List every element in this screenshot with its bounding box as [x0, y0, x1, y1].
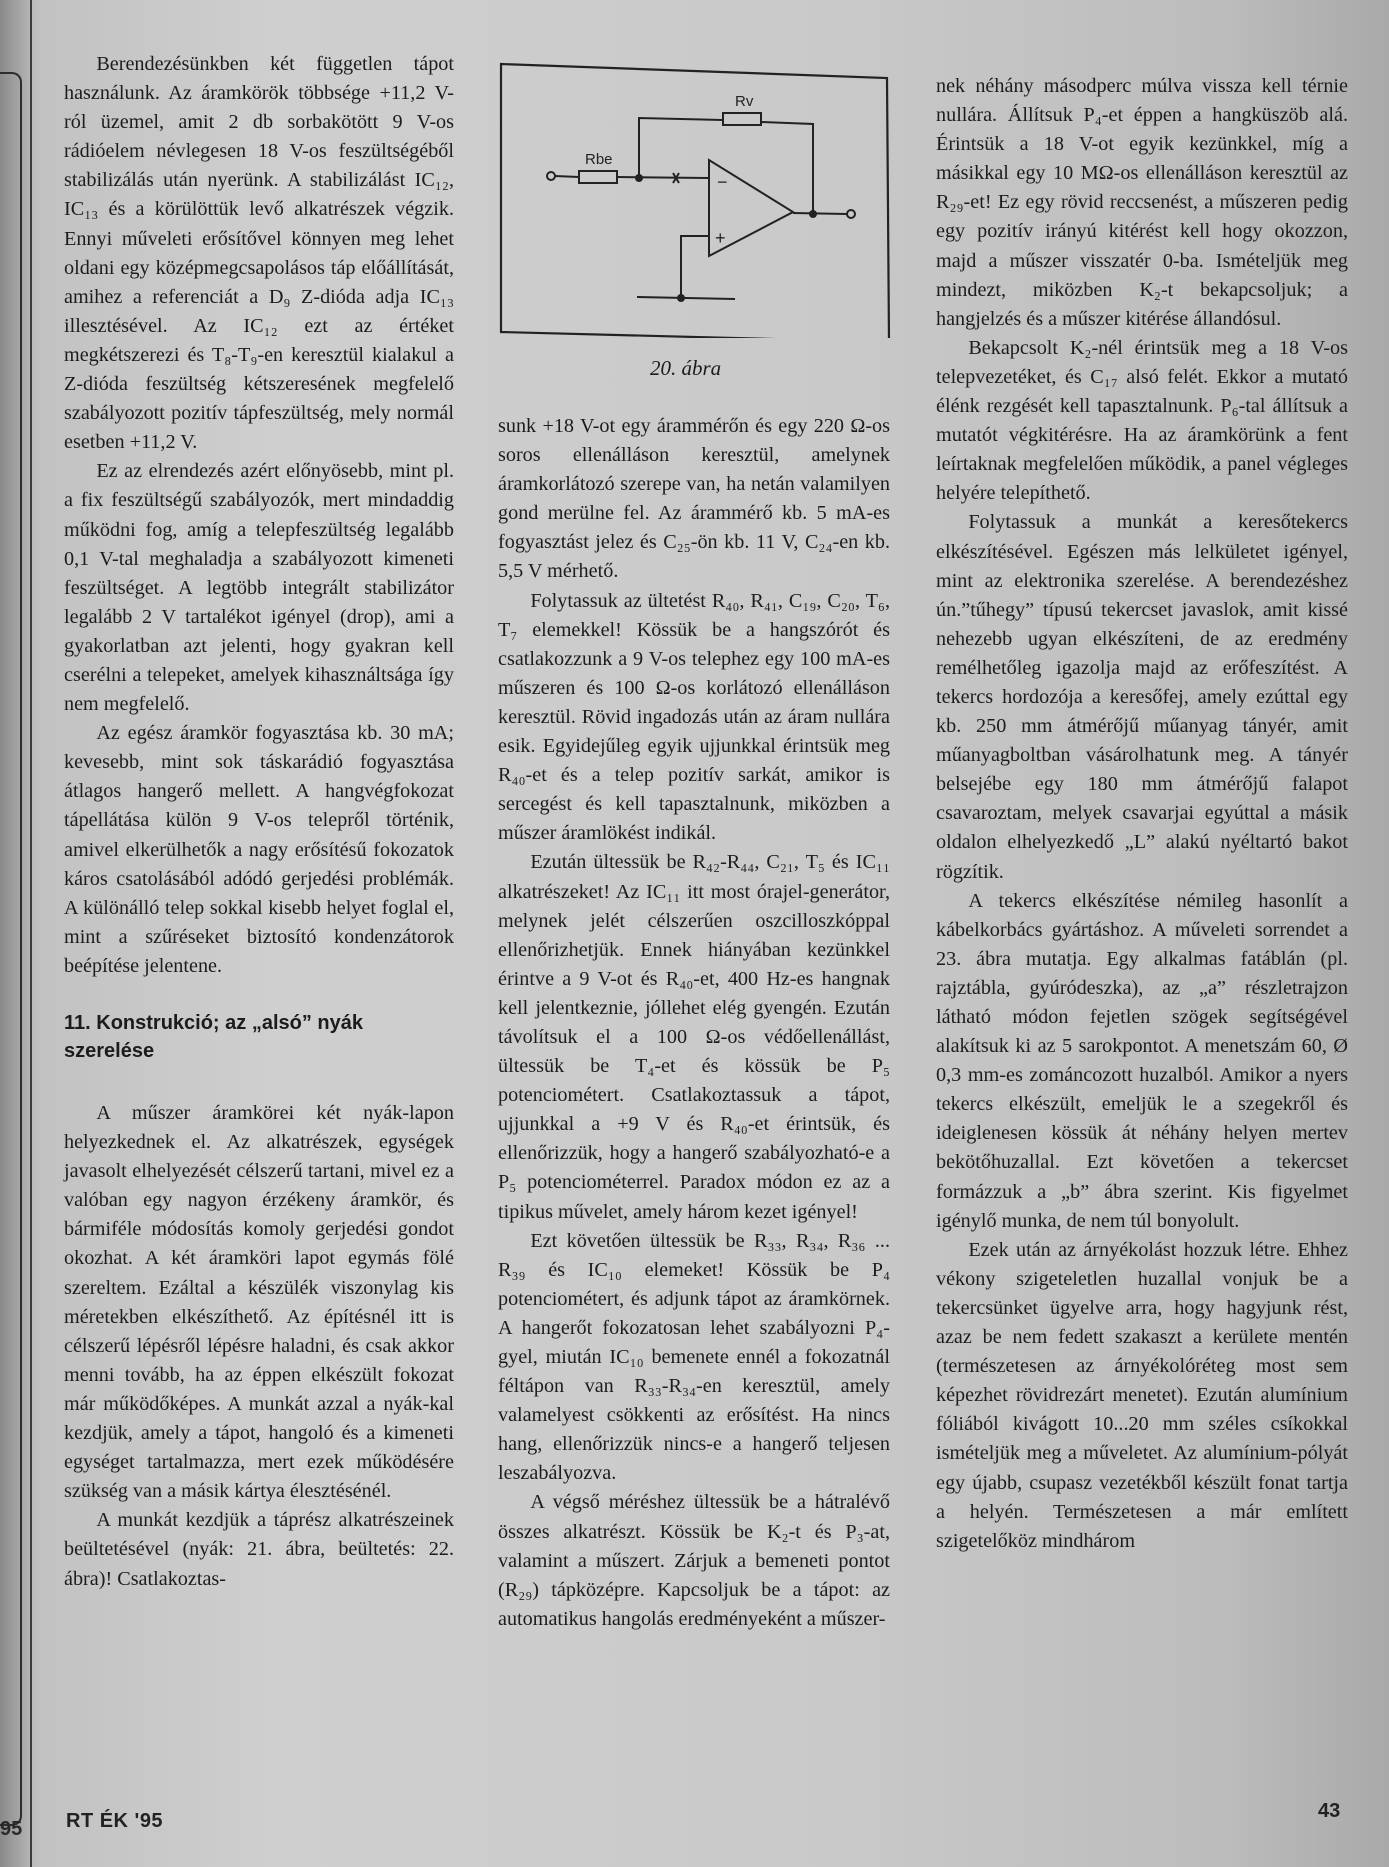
input-terminal: [547, 172, 555, 180]
output-terminal: [847, 210, 855, 218]
paragraph: nek néhány másodperc múlva vissza kell térnie nullára. Állítsuk P₄-et éppen a hangküszöb alá. Érintsük a 18 V-ot egyik kezünkkel, míg a másikkal egy 10 MΩ-os ellenálláson keresztül az R₂₉-et! Ez egy rövid reccsenést, a műszeren pedig egy pozitív irányú kitérést kell hogy okozzon, majd a műszer visszatér 0-ba. Ismételjük meg mindezt, miközben K₂-t bekapcsoljuk; a hangjelzés és a műszer kitérése állandósul.: [936, 75, 1348, 330]
figure-caption: 20. ábra: [650, 356, 722, 380]
paragraph: A műszer áramkörei két nyák-lapon helyezkednek el. Az alkatrészek, egységek javasolt elhelyezését célszerű tartani, mivel ez a valóban egy nagyon érzékeny áramkör, és bármiféle módosítás komoly gerjedési gondot okozhat. A két áramköri lapot egymás fölé szereltem. Ezáltal a készülék viszonylag kis méretekben elkészíthető. Az építésnél itt is célszerű lépésről lépésre haladni, és csak akkor menni tovább, ha az éppen elkészült fokozat már működőképes. A munkát azzal a nyák-kal kezdjük, amely a tápot, hangoló és a kimeneti egységet tartalmazza, mert ezek működésére szükség van a másik kártya élesztésénél.: [64, 1102, 454, 1503]
paragraph: A munkát kezdjük a táprész alkatrészeinek beültetésével (nyák: 21. ábra, beültetés: 22. ábra)! Csatlakoztas-: [64, 1509, 454, 1590]
label-rbe: Rbe: [585, 151, 613, 168]
previous-page-number: 95: [0, 1818, 23, 1840]
previous-page-frame: [0, 72, 22, 1826]
resistor-rv: [723, 113, 761, 125]
paragraph: A végső méréshez ültessük be a hátralévő összes alkatrészt. Kössük be K₂-t és P₃-at, valamint a műszert. Zárjuk a bemeneti pontot (R₂₉) tápközépre. Kapcsoljuk be a tápot: az automatikus hangolás eredményeként a műszer-: [498, 1491, 890, 1630]
column-3: [936, 72, 1348, 1556]
figure-20-opamp-schematic: [495, 60, 891, 338]
label-rv: Rv: [735, 93, 754, 110]
ground-line: [637, 297, 735, 299]
paragraph: Folytassuk az ültetést R₄₀, R₄₁, C₁₉, C₂₀, T₆, T₇ elemekkel! Kössük be a hangszórót és csatlakozzunk a 9 V-os telephez egy 100 mA-es műszeren és 100 Ω-os korlátozó ellenálláson keresztül. Rövid ingadozás után az áram nullára esik. Egyidejűleg egyik ujjunkkal érintsük meg R₄₀-et és a telep pozitív sarkát, amikor is sercegést és kell tapasztalnunk, miközben a műszer áramlökést indikál.: [498, 589, 890, 845]
page-number: 43: [1318, 1800, 1341, 1822]
section-heading: 11. Konstrukció; az „alsó” nyák szerelése: [64, 1012, 363, 1062]
paragraph: Berendezésünkben két független tápot használunk. Az áramkörök többsége +11,2 V-ról üzemel, amit 2 db sorbakötött 9 V-os rádióelem névlegesen 18 V-os feszültségéből stabilizálás után nyerünk. A stabilizálást IC₁₂, IC₁₃ és a körülöttük levő alkatrészek végzik. Ennyi műveleti erősítővel könnyen meg lehet oldani egy középmegcsapolásos táp előállítását, amihez a referenciát a D₉ Z-dióda adja IC₁₃ illesztésével. Az IC₁₂ ezt az értéket megkétszerezi és T₈-T₉-en keresztül kialakul a Z-dióda feszültség kétszeresének megfelelő szabályozott pozitív tápfeszültség, mely normál esetben +11,2 V.: [64, 53, 454, 454]
paragraph: A tekercs elkészítése némileg hasonlít a kábelkorbács gyártáshoz. A műveleti sorrendet a 23. ábra mutatja. Egy alkalmas fatáblán (pl. rajztábla, gyúródeszka), az „a” részletrajzon látható módon fejetlen szögek segítségével alakítsuk ki az 5 sarokpontot. A menetszám 60, Ø 0,3 mm-es zománcozott huzalból. Amikor a nyers tekercs elkészült, emeljük le a szegekről és ideiglenesen kössük át néhány helyen mertev bekötőhuzallal. Ezt követően a tekercset formázzuk a „b” ábra szerint. Kis figyelmet igénylő munka, de nem túl bonyolult.: [936, 889, 1348, 1232]
paragraph: Ezután ültessük be R₄₂-R₄₄, C₂₁, T₅ és IC₁₁ alkatrészeket! Az IC₁₁ itt most órajel-generátor, melynek jelét célszerűen oszcilloszkóppal ellenőrizhetjük. Ennek hiányában kezünkkel érintve a 9 V-ot és R₄₀-et, 400 Hz-es hangnak kell jelentkeznie, jóllehet elég gyengén. Ezután távolítsuk el a 100 Ω-os védőellenállást, ültessük be T₄-et és kössük be P₅ potenciométert. Csatlakoztassuk a tápot, ujjunkkal a +9 V és R₄₀-et érintsük, és ellenőrizzük, hogy a hangerő szabályozható-e a P₅ potenciométerrel. Paradox módon ez az a tipikus művelet, amely három kezet igényel!: [498, 851, 890, 1223]
paragraph: Folytassuk a munkát a keresőtekercs elkészítésével. Egészen más lelkületet igényel, mint az elektronika szerelése. A berendezéshez ún.”tűhegy” típusú tekercset javaslok, amit kissé nehezebb ugyan elkészíteni, de az eredmény remélhetőleg igazolja majd az erőfeszítést. A tekercs hordozója a keresőfej, amely ezúttal egy kb. 250 mm átmérőjű műanyag tányér, amit műanyagboltban vásárolhatunk meg. A tányér belsejébe egy 180 mm átmérőjű falapot csavaroztam, melyek csavarjai egyúttal a másik oldalon elhelyezkedő „L” alakú nyéltartó bakot rögzítik.: [936, 511, 1348, 883]
column-2: [498, 412, 890, 1634]
junction-dot: [677, 294, 685, 302]
resistor-rbe: [579, 171, 617, 183]
feedback-wire: [639, 118, 723, 180]
figure-frame: [501, 64, 889, 338]
label-minus: −: [717, 172, 728, 192]
paragraph: Ez az elrendezés azért előnyösebb, mint pl. a fix feszültségű szabályozók, mert mindaddig működni fog, amíg a telepfeszültség legalább 0,1 V-tal meghaladja a szabályozott kimeneti feszültséget. A legtöbb integrált stabilizátor legalább 2 V tartalékot igényel (drop), ami a gyakorlatban azt jelenti, hogy gyakran kell cserélni a telepeket, amelyek kihasználtsága így nem megfelelő.: [64, 460, 454, 716]
paragraph: Az egész áramkör fogyasztása kb. 30 mA; kevesebb, mint sok táskarádió fogyasztása átlagos hangerő mellett. A hangvégfokozat tápellátása külön 9 V-os telepről történik, amivel elkerülhetők a nagy erősítésű fokozatok káros csatolásából adódó gerjedési problémák. A különálló telep sokkal kisebb helyet foglal el, mint a szűréseket biztosító kondenzátorok beépítése jelentene.: [64, 722, 454, 977]
junction-dot: [635, 174, 643, 182]
previous-page-edge: [0, 0, 32, 1867]
label-plus: +: [715, 228, 726, 248]
paragraph: Ezt követően ültessük be R₃₃, R₃₄, R₃₆ ... R₃₉ és IC₁₀ elemeket! Kössük be P₄ potenciométert, és adjunk tápot az áramkörnek. A hangerőt fokozatosan lehet szabályozni P₄-gyel, miután IC₁₀ bemenete ennél a fokozatnál féltápon van R₃₃-R₃₄-en keresztül, amely valamelyest csökkenti az erősítést. Ha nincs hang, ellenőrizzük nincs-e a hangerő teljesen leszabályozva.: [498, 1229, 890, 1485]
paragraph: Bekapcsolt K₂-nél érintsük meg a 18 V-os telepvezetéket, és C₁₇ alsó felét. Ekkor a mutató élénk rezgését kell tapasztalnunk. P₆-tal állítsuk a mutatót végkitérésre. Ha az áramkörünk a fent leírtaknak megfelelően működik, a panel végleges helyére telepíthető.: [936, 336, 1348, 505]
feedback-wire-right: [761, 122, 813, 214]
column-1: [64, 50, 454, 1594]
junction-dot: [809, 210, 817, 218]
paragraph: sunk +18 V-ot egy árammérőn és egy 220 Ω-os soros ellenálláson keresztül, amelynek áramkorlátozó szerepe van, ha netán valamilyen gond merülne fel. Az árammérő kb. 5 mA-es fogyasztást jelez és C₂₅-ön kb. 11 V, C₂₄-en kb. 5,5 V mérhető.: [498, 415, 890, 583]
paragraph: Ezek után az árnyékolást hozzuk létre. Ehhez vékony szigeteletlen huzallal vonjuk be a tekercsünket ügyelve arra, hogy hagyjunk rést, azaz be nem fedett szakaszt a kerülete mentén (természetesen az árnyékolóréteg most sem képezhet rövidrezárt menetet). Ezután alumínium fóliából kivágott 10...20 mm széles csíkokkal ismételjük meg a műveletet. Az alumínium-pólyát egy újabb, csupasz vezetékből készült fonat tartja a helyén. Természetesen a már említett szigetelőköz mindhárom: [936, 1238, 1348, 1552]
magazine-footer: RT ÉK '95: [66, 1810, 164, 1832]
